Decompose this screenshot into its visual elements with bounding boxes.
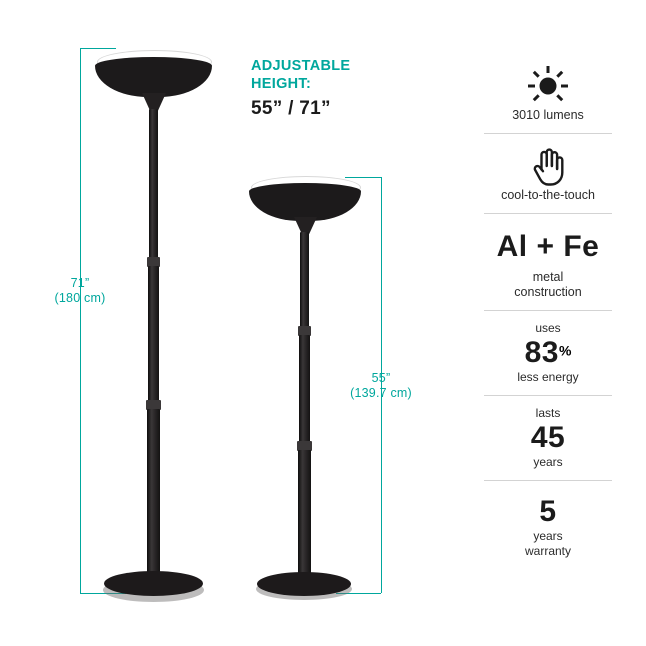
feature-material-label-line2: construction: [514, 285, 582, 299]
feature-energy-top-label: uses: [535, 321, 561, 335]
feature-material-headline: Al + Fe: [496, 230, 600, 263]
tall-lamp-shade: [95, 57, 212, 97]
feature-lifespan-value: 45: [530, 421, 566, 454]
feature-energy-bottom-label: less energy: [517, 370, 579, 384]
feature-warranty-value: 5: [539, 495, 557, 528]
short-dimension-inches: 55”: [371, 371, 391, 385]
feature-divider-4: [484, 395, 612, 396]
feature-cool-touch-label: cool-to-the-touch: [501, 188, 595, 202]
feature-lifespan: [468, 402, 628, 478]
short-dimension-cm: (139.7 cm): [350, 386, 412, 400]
tall-lamp-mid-pole: [148, 266, 159, 404]
tall-lamp-base: [104, 571, 203, 596]
short-lamp-base: [257, 572, 351, 596]
callout-title-line1: ADJUSTABLE: [251, 58, 351, 74]
short-lamp-shade: [249, 183, 361, 221]
feature-material: [468, 220, 628, 308]
feature-lifespan-bottom-label: years: [533, 455, 563, 469]
feature-energy-value-row: [468, 336, 628, 370]
tall-floor-lamp: [92, 50, 222, 598]
feature-lumens: [468, 60, 628, 131]
feature-energy: [468, 317, 628, 393]
sun-brightness-icon: [468, 64, 628, 108]
feature-divider-5: [484, 480, 612, 481]
feature-list: [468, 60, 628, 567]
feature-warranty: [468, 487, 628, 567]
tall-dimension-cm: (180 cm): [54, 291, 106, 305]
feature-divider-3: [484, 310, 612, 311]
feature-divider-1: [484, 133, 612, 134]
feature-cool-touch: [468, 140, 628, 211]
short-lamp-upper-pole: [300, 232, 309, 330]
tall-lamp-upper-pole: [149, 109, 158, 261]
tall-lamp-lower-pole: [147, 409, 160, 580]
feature-lifespan-top-label: lasts: [535, 406, 561, 420]
feature-energy-value: 83: [524, 336, 559, 369]
tall-dimension-tick-top: [80, 48, 116, 49]
feature-energy-value-suffix: %: [558, 342, 572, 359]
tall-dimension-inches: 71”: [70, 276, 90, 290]
feature-lumens-label: 3010 lumens: [512, 108, 584, 122]
feature-warranty-label-line2: warranty: [524, 544, 571, 558]
callout-height-value: 55” / 71”: [251, 98, 331, 119]
short-floor-lamp: [246, 176, 370, 598]
hand-icon: [468, 144, 628, 188]
feature-warranty-label-line1: years: [533, 529, 563, 543]
short-lamp-mid-pole: [299, 335, 310, 445]
adjustable-height-callout: [251, 57, 431, 120]
short-lamp-lower-pole: [298, 450, 311, 580]
feature-material-label-line1: metal: [532, 270, 564, 284]
callout-title-line2: HEIGHT:: [251, 76, 312, 92]
tall-dimension-line: [80, 48, 81, 593]
feature-divider-2: [484, 213, 612, 214]
